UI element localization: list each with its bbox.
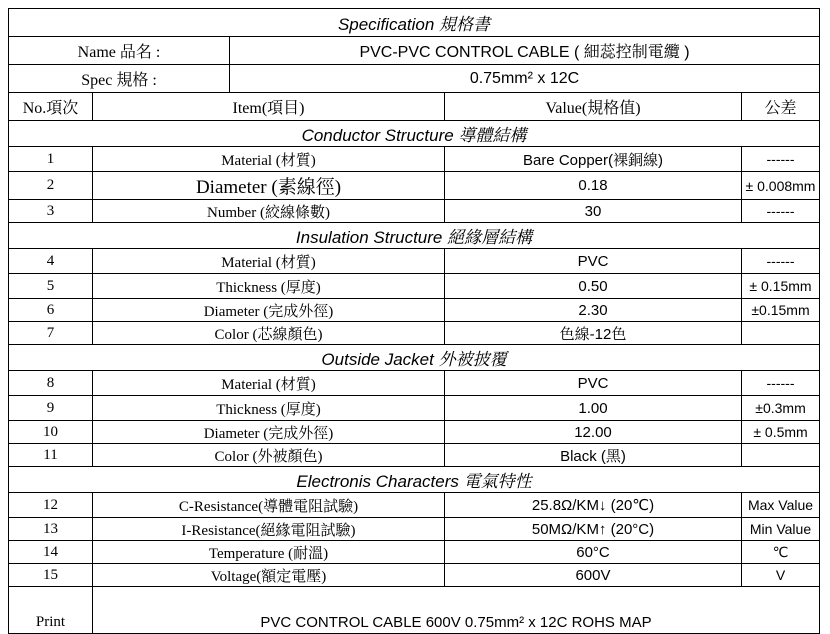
row-number: 11 bbox=[9, 444, 93, 467]
row-number: 7 bbox=[9, 322, 93, 345]
row-item: Material (材質) bbox=[93, 147, 445, 172]
row-item: Diameter (完成外徑) bbox=[93, 299, 445, 322]
row-tolerance: ±0.3mm bbox=[742, 396, 820, 421]
row-value: 12.00 bbox=[445, 421, 742, 444]
row-value: 30 bbox=[445, 200, 742, 223]
name-label: Name 品名 : bbox=[9, 37, 230, 65]
row-number: 3 bbox=[9, 200, 93, 223]
row-item: Material (材質) bbox=[93, 371, 445, 396]
spec-label: Spec 規格 : bbox=[9, 65, 230, 93]
row-item: Material (材質) bbox=[93, 249, 445, 274]
section-title: Conductor Structure 導體結構 bbox=[9, 121, 820, 147]
row-item: Voltage(額定電壓) bbox=[93, 564, 445, 587]
row-number: 13 bbox=[9, 518, 93, 541]
column-header-value: Value(規格值) bbox=[445, 93, 742, 121]
row-number: 8 bbox=[9, 371, 93, 396]
print-label: Print bbox=[9, 587, 93, 634]
row-item: Thickness (厚度) bbox=[93, 274, 445, 299]
row-value: PVC bbox=[445, 249, 742, 274]
row-number: 9 bbox=[9, 396, 93, 421]
column-header-tolerance: 公差 bbox=[742, 93, 820, 121]
row-number: 14 bbox=[9, 541, 93, 564]
row-value: Black (黑) bbox=[445, 444, 742, 467]
row-item: Number (絞線條數) bbox=[93, 200, 445, 223]
row-number: 15 bbox=[9, 564, 93, 587]
row-tolerance: ------ bbox=[742, 200, 820, 223]
row-value: 0.50 bbox=[445, 274, 742, 299]
row-tolerance: ------ bbox=[742, 147, 820, 172]
row-item: I-Resistance(絕緣電阻試驗) bbox=[93, 518, 445, 541]
row-item: Temperature (耐溫) bbox=[93, 541, 445, 564]
row-number: 10 bbox=[9, 421, 93, 444]
row-tolerance bbox=[742, 322, 820, 345]
column-header-no: No.項次 bbox=[9, 93, 93, 121]
row-value: 1.00 bbox=[445, 396, 742, 421]
row-item: Color (芯線顏色) bbox=[93, 322, 445, 345]
row-item: C-Resistance(導體電阻試驗) bbox=[93, 493, 445, 518]
row-number: 12 bbox=[9, 493, 93, 518]
row-tolerance: Max Value bbox=[742, 493, 820, 518]
row-value: Bare Copper(裸銅線) bbox=[445, 147, 742, 172]
section-title: Insulation Structure 絕緣層結構 bbox=[9, 223, 820, 249]
row-item: Diameter (素線徑) bbox=[93, 172, 445, 200]
row-tolerance: ± 0.5mm bbox=[742, 421, 820, 444]
row-tolerance: ------ bbox=[742, 371, 820, 396]
row-tolerance: ±0.15mm bbox=[742, 299, 820, 322]
row-item: Thickness (厚度) bbox=[93, 396, 445, 421]
row-item: Color (外被顏色) bbox=[93, 444, 445, 467]
column-header-item: Item(項目) bbox=[93, 93, 445, 121]
row-number: 5 bbox=[9, 274, 93, 299]
row-tolerance bbox=[742, 444, 820, 467]
print-marking-text: PVC CONTROL CABLE 600V 0.75mm² x 12C ROHS MAP bbox=[93, 587, 820, 634]
row-item: Diameter (完成外徑) bbox=[93, 421, 445, 444]
document-title: Specification 規格書 bbox=[9, 9, 820, 37]
section-title: Outside Jacket 外被披覆 bbox=[9, 345, 820, 371]
row-value: 0.18 bbox=[445, 172, 742, 200]
section-title: Electronis Characters 電氣特性 bbox=[9, 467, 820, 493]
row-value: PVC bbox=[445, 371, 742, 396]
row-value: 600V bbox=[445, 564, 742, 587]
row-value: 2.30 bbox=[445, 299, 742, 322]
row-tolerance: Min Value bbox=[742, 518, 820, 541]
specification-table bbox=[8, 8, 820, 634]
row-value: 色線-12色 bbox=[445, 322, 742, 345]
row-value: 25.8Ω/KM↓ (20℃) bbox=[445, 493, 742, 518]
row-number: 2 bbox=[9, 172, 93, 200]
row-tolerance: ± 0.008mm bbox=[742, 172, 820, 200]
row-number: 1 bbox=[9, 147, 93, 172]
row-value: 60°C bbox=[445, 541, 742, 564]
row-value: 50MΩ/KM↑ (20°C) bbox=[445, 518, 742, 541]
spec-value: 0.75mm² x 12C bbox=[230, 65, 820, 93]
row-number: 4 bbox=[9, 249, 93, 274]
row-number: 6 bbox=[9, 299, 93, 322]
row-tolerance: ± 0.15mm bbox=[742, 274, 820, 299]
row-tolerance: V bbox=[742, 564, 820, 587]
row-tolerance: ------ bbox=[742, 249, 820, 274]
name-value: PVC-PVC CONTROL CABLE ( 細蕊控制電纜 ) bbox=[230, 37, 820, 65]
row-tolerance: ℃ bbox=[742, 541, 820, 564]
